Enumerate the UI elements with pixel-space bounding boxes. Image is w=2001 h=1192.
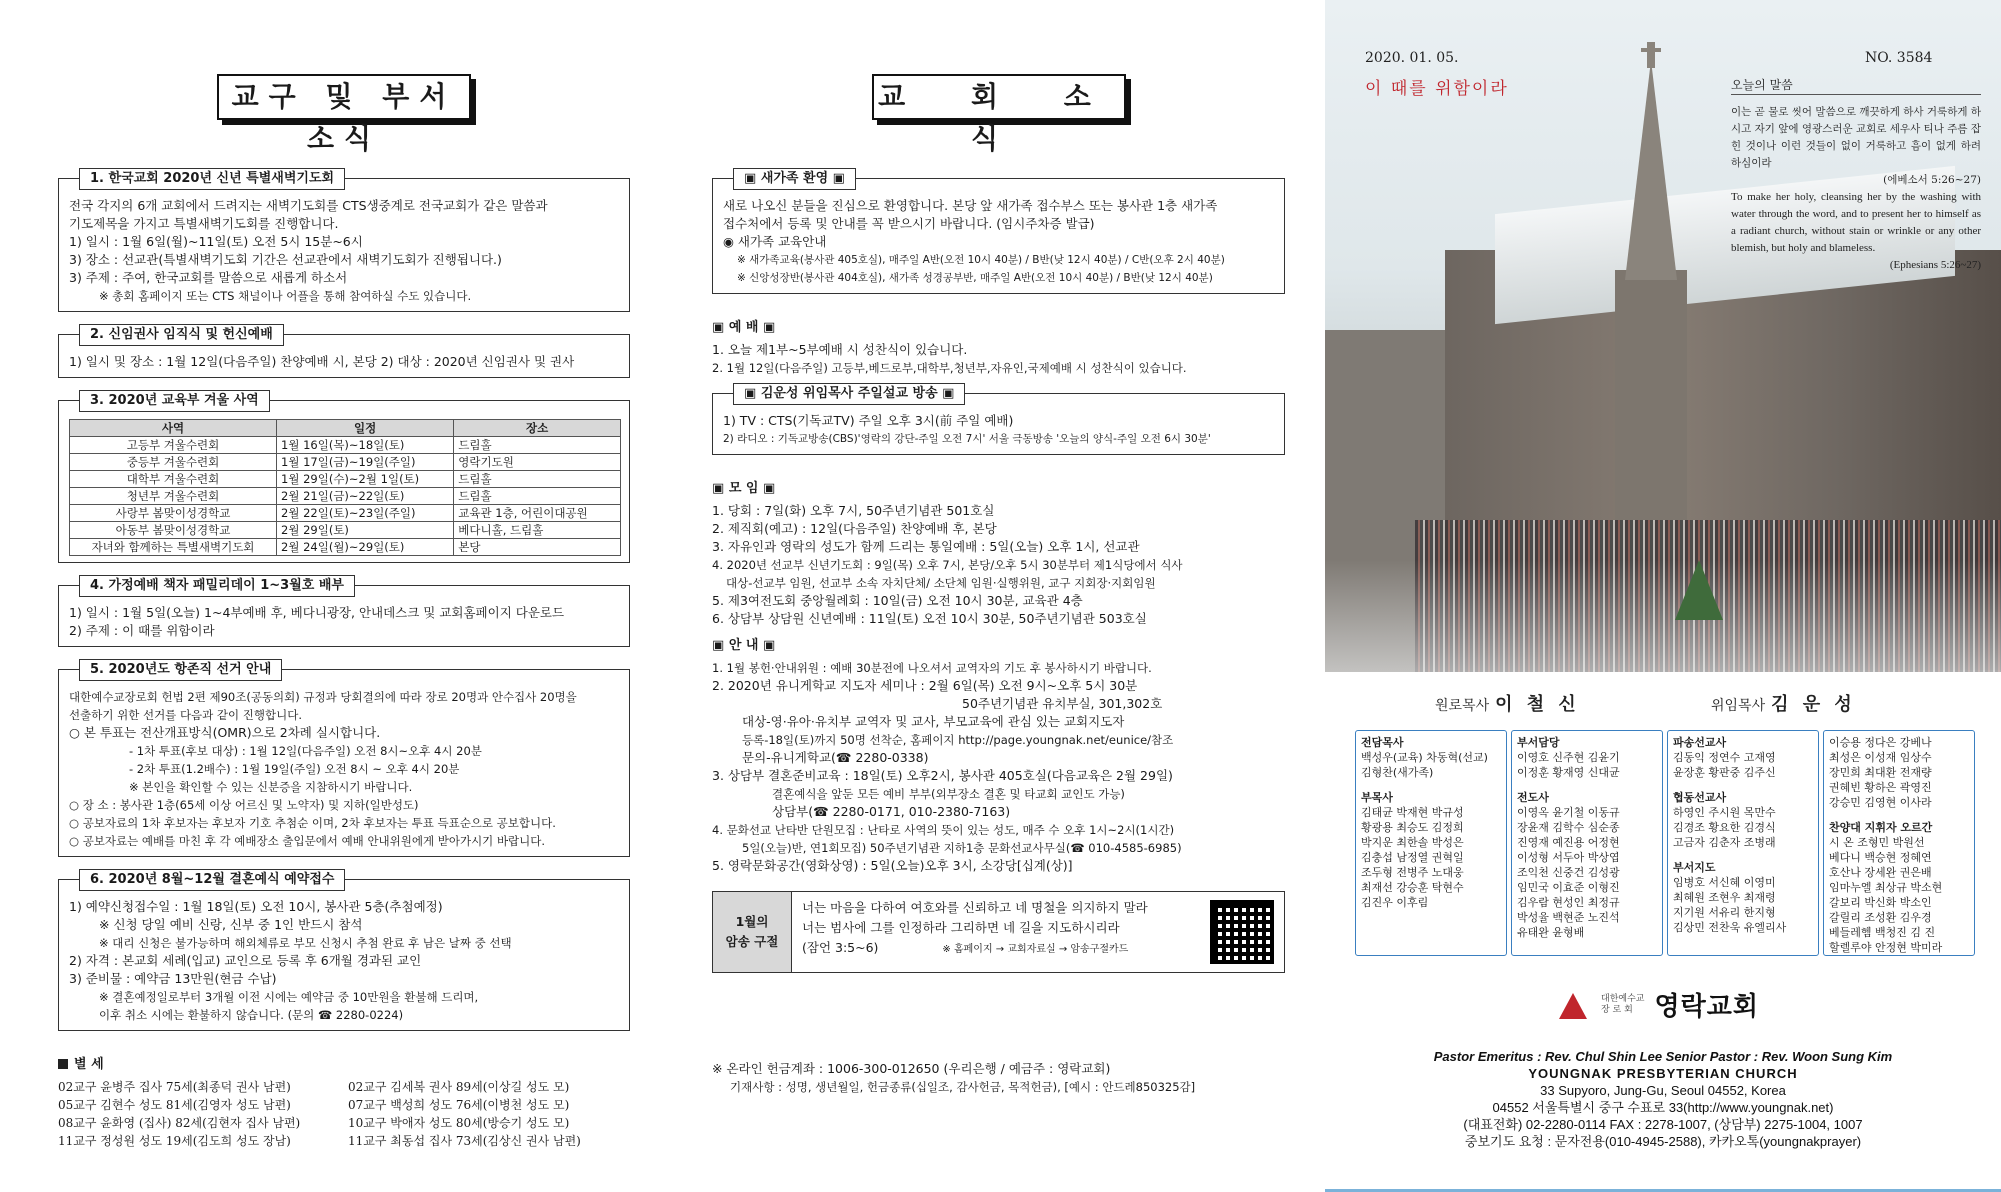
staff-line: 조두형 전병주 노대웅 (1361, 866, 1464, 879)
staff-line: 김충섭 남정열 권혁일 (1361, 851, 1464, 864)
staff-line: 김태균 박재현 박규성 (1361, 806, 1464, 819)
staff-line: 진영재 예진용 어정현 (1517, 836, 1620, 849)
word-english-ref: (Ephesians 5:26~27) (1889, 259, 1981, 271)
text-line: 5일(오늘)반, 연1회모집) 50주년기념관 지하1층 문화선교사무실(☎ 010-4585-6985) (742, 841, 1182, 855)
text-line: 너는 범사에 그를 인정하라 그리하면 네 길을 지도하시리라 (802, 920, 1120, 935)
staff-line: 전담목사 (1361, 736, 1404, 749)
church-news-title: 교 회 소 식 (872, 74, 1126, 120)
memory-verse-box (712, 891, 1285, 973)
staff-line: 고금자 김춘자 조병래 (1673, 836, 1776, 849)
memory-verse-month: 1월의 (735, 914, 769, 929)
staff-line: 베다니 백승현 정혜연 (1829, 851, 1932, 864)
todays-word-title: 오늘의 말씀 (1731, 78, 1793, 92)
new-family-section (712, 171, 1285, 294)
district-news-column (0, 0, 680, 1192)
list-item: 11교구 최동섭 집사 73세(김상신 권사 남편) (348, 1134, 581, 1148)
staff-line: 최재선 강승훈 탁현수 (1361, 881, 1464, 894)
text-line: ○ 장 소 : 봉사관 1층(65세 이상 어르신 및 노약자) 및 지하(일반성도) (69, 798, 419, 812)
church-name: 영락교회 (1654, 992, 1759, 1022)
staff-line: 김진우 이후림 (1361, 896, 1429, 909)
staff-line: 강승민 김영현 이사라 (1829, 796, 1932, 809)
table-cell: 드림홀 (454, 488, 621, 505)
staff-line: 이승용 정다은 강베나 (1829, 736, 1932, 749)
family-day-section (58, 578, 630, 647)
table-row (70, 539, 621, 556)
text-line: ○ 공보자료는 예배를 마친 후 각 예배장소 출입문에서 예배 안내위원에게 받아가시기 바랍니다. (69, 834, 546, 848)
text-line (802, 938, 1190, 960)
obituary-heading-text: 별 세 (74, 1057, 104, 1072)
staff-line: 이영호 신주현 김윤기 (1517, 751, 1620, 764)
text-line: 접수처에서 등록 및 안내를 꼭 받으시기 바랍니다. (임시주차증 발급) (723, 216, 1095, 231)
staff-line (1829, 810, 1969, 820)
text-line: 6. 상담부 상담원 신년예배 : 11일(토) 오전 10시 30분, 50주년기념관 503호실 (712, 611, 1147, 626)
text-line: 3. 자유인과 영락의 성도가 함께 드리는 통일예배 : 5일(오늘) 오후 1시, 선교관 (712, 539, 1140, 554)
meetings-heading-text: 모 임 (728, 481, 759, 496)
text-line: 5. 영락문화공간(영화상영) : 5일(오늘)오후 3시, 소강당[십계(상)] (712, 858, 1073, 873)
text-line: 3) 장소 : 선교관(특별새벽기도회 기간은 선교관에서 새벽기도회가 진행됩니다.) (69, 252, 502, 267)
staff-line: 장윤재 김학수 심순종 (1517, 821, 1620, 834)
church-name-english: YOUNGNAK PRESBYTERIAN CHURCH (1528, 1066, 1798, 1081)
table-row (70, 454, 621, 471)
church-logo-icon (1555, 987, 1591, 1023)
church-info (1325, 1048, 2001, 1150)
text-line: 3. 상담부 결혼준비교육 : 18일(토) 오후2시, 봉사관 405호실(다음교육은 2월 29일) (712, 768, 1173, 783)
staff-line: 윤장훈 황판중 김주신 (1673, 766, 1776, 779)
text-line: 2. 1월 12일(다음주일) 고등부,베드로부,대학부,청년부,자유인,국제예배 시 성찬식이 있습니다. (712, 361, 1187, 375)
text-line: 4. 2020년 선교부 신년기도회 : 9일(목) 오후 7시, 본당/오후 5시 30분부터 제1식당에서 식사 (712, 558, 1183, 572)
table-cell: 아동부 봄맞이성경학교 (70, 522, 277, 539)
table-cell: 중등부 겨울수련회 (70, 454, 277, 471)
section-heading: 3. 2020년 교육부 겨울 사역 (79, 390, 270, 412)
text-line: - 1차 투표(후보 대상) : 1월 12일(다음주일) 오전 8시~오후 4시 20분 (129, 744, 482, 758)
staff-directory (1355, 730, 1975, 956)
memory-verse-title: 암송 구절 (725, 934, 779, 949)
table-cell: 베다니홀, 드림홀 (454, 522, 621, 539)
list-item: 11교구 정성원 성도 19세(김도희 성도 장남) (58, 1134, 291, 1148)
word-korean: 이는 곧 물로 씻어 말씀으로 깨끗하게 하사 거룩하게 하시고 자기 앞에 영광스러운 교회로 세우사 티나 주름 잡힌 것이나 이런 것들이 없이 거룩하고 흠이 없게 하려 하심이라 (1731, 106, 1981, 169)
worship-heading-text: 예 배 (728, 320, 759, 335)
table-cell: 사랑부 봄맞이성경학교 (70, 505, 277, 522)
text-line: 이후 취소 시에는 환불하지 않습니다. (문의 ☎ 2280-0224) (99, 1008, 404, 1022)
staff-line: 호산나 장세완 권은배 (1829, 866, 1932, 879)
cover-column (1325, 0, 2001, 1192)
table-header: 장소 (454, 420, 621, 437)
text-line: ※ 신청 당일 예비 신랑, 신부 중 1인 반드시 참석 (99, 917, 363, 932)
wedding-section (58, 872, 630, 1031)
section-heading: ▣ 김운성 위임목사 주일설교 방송 ▣ (733, 383, 965, 405)
dawn-prayer-section (58, 171, 630, 312)
staff-line: 임병호 서신혜 이영미 (1673, 876, 1776, 889)
verse-note: ※ 홈페이지 → 교회자료실 → 암송구절카드 (942, 944, 1129, 955)
bulletin-number: NO. 3584 (1865, 50, 1933, 66)
text-line: ※ 신앙성장반(봉사관 404호실), 새가족 성경공부반, 매주일 A반(오전 10시 40분) / B반(낮 12시 40분) (737, 272, 1213, 284)
denomination (1601, 994, 1644, 1016)
church-logo (1555, 986, 1759, 1023)
staff-line: 김우람 현성인 최정규 (1517, 896, 1620, 909)
staff-line: 김상민 전찬욱 유엘리사 (1673, 921, 1787, 934)
table-cell: 드림홀 (454, 471, 621, 488)
staff-line (1361, 780, 1501, 790)
text-line: 1) 예약신청접수일 : 1월 18일(토) 오전 10시, 봉사관 5층(추첨예정) (69, 899, 443, 914)
notices-heading: ▣ 안 내 ▣ (712, 638, 776, 653)
church-photo (1325, 0, 2001, 672)
staff-line: 황광용 최승도 김정희 (1361, 821, 1464, 834)
text-line: ※ 총회 홈페이지 또는 CTS 채널이나 어플을 통해 참여하실 수도 있습니다. (99, 289, 472, 303)
table-cell: 2월 29일(토) (277, 522, 454, 539)
text-line: 50주년기념관 유치부실, 301,302호 (962, 696, 1163, 711)
section-heading: 6. 2020년 8월~12월 결혼예식 예약접수 (79, 869, 345, 891)
meetings-heading: ▣ 모 임 ▣ (712, 481, 776, 496)
divider (1731, 94, 1981, 95)
text-line: 대상-선교부 임원, 선교부 소속 자치단체/ 소단체 임원·실행위원, 교구 지회장·지회임원 (726, 576, 1156, 590)
pastor-role: 위임목사 (1711, 698, 1766, 714)
qr-code-icon[interactable] (1210, 900, 1274, 964)
staff-line: 하영인 주시원 목만수 (1673, 806, 1776, 819)
table-cell: 자녀와 함께하는 특별새벽기도회 (70, 539, 277, 556)
staff-line: 최혜원 조현우 최재령 (1673, 891, 1776, 904)
text-line: ※ 결혼예정일로부터 3개월 이전 시에는 예약금 중 10만원을 환불해 드리며, (99, 990, 479, 1004)
spire-shape (1625, 60, 1677, 280)
staff-line: 유태완 윤형배 (1517, 926, 1585, 939)
staff-line: 할렐루야 안정현 박미라 (1829, 941, 1943, 954)
staff-line: 베들레헴 백청진 김 진 (1829, 926, 1936, 939)
staff-line: 전도사 (1517, 791, 1549, 804)
word-korean-ref: (에베소서 5:26~27) (1883, 174, 1981, 186)
table-header: 일정 (277, 420, 454, 437)
table-cell: 본당 (454, 539, 621, 556)
table-cell: 영락기도원 (454, 454, 621, 471)
staff-line: 박성율 백현준 노진석 (1517, 911, 1620, 924)
broadcast-section (712, 386, 1285, 455)
text-line: 1. 1월 봉헌·안내위원 : 예배 30분전에 나오셔서 교역자의 기도 후 봉사하시기 바랍니다. (712, 661, 1152, 675)
denomination-line: 장 로 회 (1601, 1004, 1633, 1015)
section-heading-text: 김운성 위임목사 주일설교 방송 (760, 386, 938, 401)
table-cell: 1월 17일(금)~19일(주일) (277, 454, 454, 471)
table-row (70, 437, 621, 454)
table-cell: 드림홀 (454, 437, 621, 454)
table-row (70, 522, 621, 539)
text-line: 2) 라디오 : 기독교방송(CBS)'영락의 강단-주일 오전 7시' 서울 극동방송 '오늘의 양식-주일 오전 6시 30분' (723, 433, 1211, 445)
section-heading: 5. 2020년도 항존직 선거 안내 (79, 659, 282, 681)
pastor-emeritus (1435, 690, 1580, 716)
staff-line: 이정훈 황재영 신대균 (1517, 766, 1620, 779)
list-item: 08교구 윤화영 (집사) 82세(김현자 집사 남편) (58, 1116, 301, 1130)
text-line: 2. 제직회(예고) : 12일(다음주일) 찬양예배 후, 본당 (712, 521, 997, 536)
table-row (70, 488, 621, 505)
text-line: 2. 2020년 유니게학교 지도자 세미나 : 2월 6일(목) 오전 9시~오후 5시 30분 (712, 678, 1138, 693)
text-line: - 2차 투표(1.2배수) : 1월 19일(주일) 오전 8시 ~ 오후 4시 20분 (129, 762, 460, 776)
list-item: 10교구 박애자 성도 80세(방승기 성도 모) (348, 1116, 570, 1130)
phone-numbers: (대표전화) 02-2280-0114 FAX : 2278-1007, (상담부) 2275-1004, 1007 (1463, 1117, 1863, 1132)
address-korean: 04552 서울특별시 중구 수표로 33(http://www.youngnak.net) (1492, 1100, 1834, 1115)
text-line: 대상-영·유아·유치부 교역자 및 교사, 부모교육에 관심 있는 교회지도자 (742, 714, 1125, 729)
memory-verse-text (792, 892, 1200, 972)
staff-box-departments (1511, 730, 1663, 956)
bulletin-date: 2020. 01. 05. (1365, 50, 1459, 66)
table-cell: 1월 29일(수)~2월 1일(토) (277, 471, 454, 488)
table-header: 사역 (70, 420, 277, 437)
denomination-line: 대한예수교 (1601, 993, 1645, 1004)
todays-word (1731, 104, 1981, 274)
text-line: 문의-유니게학교(☎ 2280-0338) (742, 750, 929, 765)
district-news-title: 교구 및 부서소식 (217, 74, 471, 120)
table-cell: 교육관 1층, 어린이대공원 (454, 505, 621, 522)
staff-line: 지기원 서유리 한지형 (1673, 906, 1776, 919)
table-row (70, 505, 621, 522)
section-heading: 4. 가정예배 책자 패밀리데이 1~3월호 배부 (79, 575, 355, 597)
pastor-role: 원로목사 (1435, 698, 1490, 714)
staff-line: 장민희 최대환 전재량 (1829, 766, 1932, 779)
text-line: 1) 일시 : 1월 6일(월)~11일(토) 오전 5시 15분~6시 (69, 234, 363, 249)
text-line: 등록-18일(토)까지 50명 선착순, 홈페이지 http://page.youngnak.net/eunice/참조 (742, 733, 1174, 747)
text-line: ※ 온라인 헌금계좌 : 1006-300-012650 (우리은행 / 예금주 : 영락교회) (712, 1061, 1111, 1076)
staff-box-pastors (1355, 730, 1507, 956)
section-heading: 1. 한국교회 2020년 신년 특별새벽기도회 (79, 168, 345, 190)
obituary-heading (58, 1053, 630, 1072)
text-line: ※ 본인을 확인할 수 있는 신분증을 지참하시기 바랍니다. (129, 780, 413, 794)
table-cell: 2월 21일(금)~22일(토) (277, 488, 454, 505)
staff-line: 협동선교사 (1673, 791, 1727, 804)
text-line: 새로 나오신 분들을 진심으로 환영합니다. 본당 앞 새가족 접수부스 또는 봉사관 1층 새가족 (723, 198, 1218, 213)
cross-icon (1647, 42, 1655, 68)
staff-line: 권혜빈 황하은 곽영진 (1829, 781, 1932, 794)
text-line: 2) 자격 : 본교회 세례(입교) 교인으로 등록 후 6개월 경과된 교인 (69, 953, 422, 968)
square-bullet-icon (58, 1059, 68, 1069)
meetings-block (712, 502, 1285, 628)
notices-heading-text: 안 내 (728, 638, 759, 653)
staff-line: 김형찬(새가족) (1361, 766, 1434, 779)
table-row (70, 471, 621, 488)
table-cell: 1월 16일(목)~18일(토) (277, 437, 454, 454)
text-line: 3) 주제 : 주여, 한국교회를 말씀으로 새롭게 하소서 (69, 270, 348, 285)
staff-line: 백성우(교육) 차동혁(선교) (1361, 751, 1488, 764)
staff-line: 시 온 조형민 박원선 (1829, 836, 1925, 849)
text-line: 너는 마음을 다하여 여호와를 신뢰하고 네 명철을 의지하지 말라 (802, 900, 1148, 915)
election-section (58, 662, 630, 857)
list-item: 05교구 김현수 성도 81세(김영자 성도 남편) (58, 1098, 291, 1112)
section-heading-text: 새가족 환영 (760, 171, 829, 186)
list-item: 07교구 백성희 성도 76세(이병천 성도 모) (348, 1098, 570, 1112)
text-line: 기재사항 : 성명, 생년월일, 헌금종류(십일조, 감사헌금, 목적헌금), [예시 : 안드레850325감] (730, 1080, 1196, 1094)
staff-line: 조익천 신중건 김성광 (1517, 866, 1620, 879)
text-line: 기도제목을 가지고 특별새벽기도회를 진행합니다. (69, 216, 339, 231)
staff-box-choir (1823, 730, 1975, 956)
staff-line: 갈릴리 조성환 김우경 (1829, 911, 1932, 924)
staff-line (1673, 780, 1813, 790)
table-cell: 2월 24일(월)~29일(토) (277, 539, 454, 556)
pastor-name: 이 철 신 (1495, 694, 1580, 715)
online-offering (712, 1060, 1195, 1096)
staff-line: 이성형 서두아 박상엽 (1517, 851, 1620, 864)
text-line: 1) 일시 : 1월 5일(오늘) 1~4부예배 후, 베다니광장, 안내데스크 및 교회홈페이지 다운로드 (69, 605, 565, 620)
text-line: 전국 각지의 6개 교회에서 드려지는 새벽기도회를 CTS생중계로 전국교회가 같은 말씀과 (69, 198, 548, 213)
pastors-english: Pastor Emeritus : Rev. Chul Shin Lee Senior Pastor : Rev. Woon Sung Kim (1433, 1049, 1893, 1064)
section-heading: 2. 신임권사 임직식 및 헌신예배 (79, 324, 284, 346)
text-line: 1) 일시 및 장소 : 1월 12일(다음주일) 찬양예배 시, 본당 2) 대상 : 2020년 신임권사 및 권사 (69, 354, 575, 369)
text-line: 2) 주제 : 이 때를 위함이라 (69, 623, 215, 638)
christmas-tree-icon (1675, 560, 1723, 620)
notices-block (712, 659, 1285, 875)
table-cell: 2월 22일(토)~23일(주일) (277, 505, 454, 522)
worship-block (712, 341, 1285, 377)
text-line: 상담부(☎ 2280-0171, 010-2380-7163) (772, 804, 1011, 819)
text-line: 4. 문화선교 난타반 단원모집 : 난타로 사역의 뜻이 있는 성도, 매주 수 오후 1시~2시(1시간) (712, 823, 1175, 837)
table-cell: 고등부 겨울수련회 (70, 437, 277, 454)
staff-line: 박지운 최한솔 박성은 (1361, 836, 1464, 849)
text-line: 선출하기 위한 선거를 다음과 같이 진행합니다. (69, 708, 303, 722)
staff-line (1517, 780, 1657, 790)
staff-line: 임마누엘 최상규 박소현 (1829, 881, 1943, 894)
obituary-left (58, 1078, 348, 1150)
text-line: 1) TV : CTS(기독교TV) 주일 오후 3시(前 주일 예배) (723, 413, 1014, 428)
staff-line: 김동익 정연수 고재영 (1673, 751, 1776, 764)
text-line: ○ 본 투표는 전산개표방식(OMR)으로 2차례 실시합니다. (69, 725, 381, 740)
pastor-name: 김 운 성 (1771, 694, 1856, 715)
staff-line: 부서담당 (1517, 736, 1560, 749)
word-english: To make her holy, cleansing her by the washing with water through the word, and to present her to himself as a radiant church, without stain or wrinkle or any other blemish, but holy and blameless. (1731, 191, 1981, 254)
table-cell: 청년부 겨울수련회 (70, 488, 277, 505)
staff-line (1673, 850, 1813, 860)
text-line: ○ 공보자료의 1차 후보자는 후보자 기호 추첨순 이며, 2차 후보자는 투표 득표순으로 공보합니다. (69, 816, 556, 830)
bulletin-theme: 이 때를 위함이라 (1365, 79, 1509, 99)
ordination-section (58, 327, 630, 378)
text-line: 3) 준비물 : 예약금 13만원(현금 수납) (69, 971, 277, 986)
text-line: ※ 대리 신청은 불가능하며 해외체류로 부모 신청시 추첨 완료 후 남은 날짜 중 선택 (99, 936, 512, 950)
section-heading: ▣ 새가족 환영 ▣ (733, 168, 856, 190)
memory-verse-label (713, 892, 792, 972)
staff-line: 갈보리 박신화 박소인 (1829, 896, 1932, 909)
text-line: ※ 새가족교육(봉사관 405호실), 매주일 A반(오전 10시 40분) / B반(낮 12시 40분) / C반(오후 2시 40분) (737, 254, 1225, 266)
text-line: 결혼예식을 앞둔 모든 예비 부부(외부장소 결혼 및 타교회 교인도 가능) (772, 787, 1125, 801)
address-english: 33 Supyoro, Jung-Gu, Seoul 04552, Korea (1540, 1083, 1786, 1098)
senior-pastor (1711, 690, 1856, 716)
education-winter-section (58, 393, 630, 563)
staff-line: 임민국 이효준 이형진 (1517, 881, 1620, 894)
table-cell: 대학부 겨울수련회 (70, 471, 277, 488)
text-line: 1. 당회 : 7일(화) 오후 7시, 50주년기념관 501호실 (712, 503, 995, 518)
snow-shape (1325, 560, 2001, 672)
staff-line: 찬양대 지휘자 오르간 (1829, 821, 1933, 834)
staff-box-missionaries (1667, 730, 1819, 956)
list-item: 02교구 김세복 권사 89세(이상길 성도 모) (348, 1080, 570, 1094)
obituary-list (58, 1078, 630, 1150)
staff-line: 이영옥 윤기철 이동규 (1517, 806, 1620, 819)
staff-line: 최성은 이성재 임상수 (1829, 751, 1932, 764)
staff-line: 파송선교사 (1673, 736, 1727, 749)
list-item: 02교구 윤병주 집사 75세(최종덕 권사 남편) (58, 1080, 291, 1094)
text-line: 1. 오늘 제1부~5부예배 시 성찬식이 있습니다. (712, 342, 968, 357)
prayer-request: 중보기도 요청 : 문자전용(010-4945-2588), 카카오톡(youngnakprayer) (1464, 1134, 1862, 1149)
staff-line: 부목사 (1361, 791, 1393, 804)
text-line: ◉ 새가족 교육안내 (723, 234, 827, 249)
staff-line: 김경조 황요한 김경식 (1673, 821, 1776, 834)
text-line: 대한예수교장로회 헌법 2편 제90조(공동의회) 규정과 당회결의에 따라 장로 20명과 안수집사 20명을 (69, 690, 577, 704)
church-news-column (680, 0, 1325, 1192)
text-line: 5. 제3여전도회 중앙월례회 : 10일(금) 오전 10시 30분, 교육관 4층 (712, 593, 1083, 608)
education-schedule-table (69, 419, 621, 556)
staff-line: 부서지도 (1673, 861, 1716, 874)
verse-reference: (잠언 3:5~6) (802, 940, 879, 955)
obituary-right (348, 1078, 638, 1150)
worship-heading: ▣ 예 배 ▣ (712, 320, 776, 335)
